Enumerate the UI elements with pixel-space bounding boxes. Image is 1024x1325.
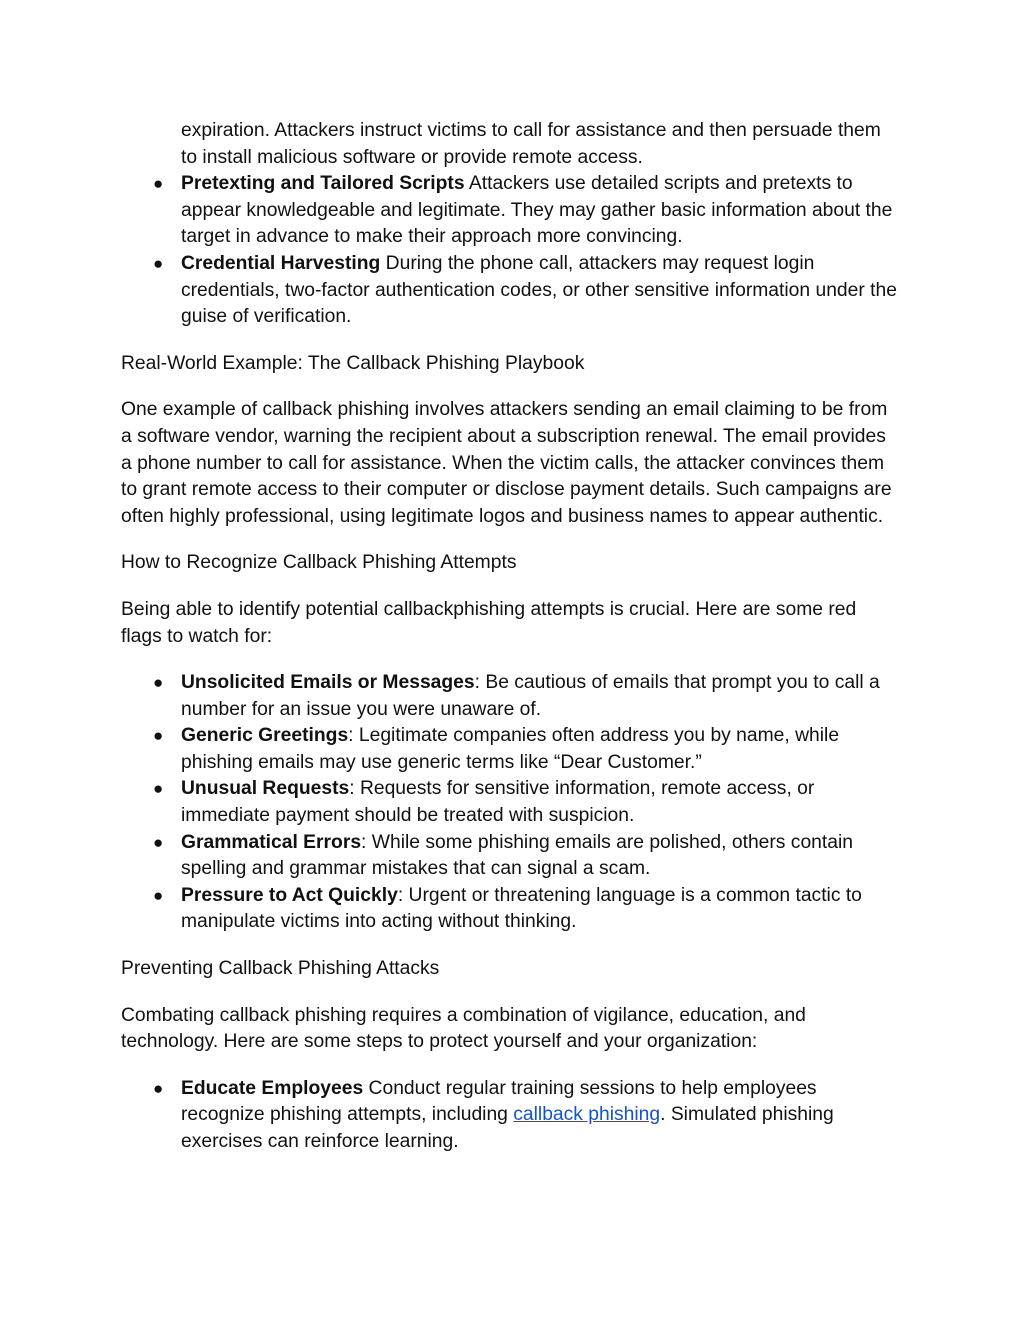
red-flags-list xyxy=(121,670,901,936)
bullet-icon: ● xyxy=(153,253,164,273)
bullet-icon: ● xyxy=(153,779,164,799)
bullet-icon: ● xyxy=(153,885,164,905)
list-item xyxy=(121,171,901,251)
list-item: ● Grammatical Errors: While some phishing emails are polished, others contain spelling and grammar mistakes that can signal a scam. xyxy=(153,831,853,880)
list-item: ● Pressure to Act Quickly: Urgent or threatening language is a common tactic to manipulate victims into acting without thinking. xyxy=(153,884,862,933)
section-heading-example: Real-World Example: The Callback Phishing Playbook xyxy=(121,352,585,374)
section-heading-recognize: How to Recognize Callback Phishing Attempts xyxy=(121,552,517,574)
list-item: ● Unusual Requests: Requests for sensitive information, remote access, or immediate payment should be treated with suspicion. xyxy=(153,778,815,827)
list-item-text: Conduct regular training sessions to help employees recognize phishing attempts, including xyxy=(181,1077,817,1126)
list-item-text: Attackers use detailed scripts and pretexts to appear knowledgeable and legitimate. They may gather basic information about the target in advance to make their approach more convincing. xyxy=(181,173,893,248)
bullet-icon: ● xyxy=(153,673,164,693)
bullet-icon: ● xyxy=(153,1078,164,1098)
section-heading-prevent: Preventing Callback Phishing Attacks xyxy=(121,958,440,980)
list-item-term: Educate Employees xyxy=(181,1077,364,1099)
list-item-term: Unusual Requests xyxy=(181,778,350,800)
bullet-icon: ● xyxy=(153,726,164,746)
list-item-term: Pretexting and Tailored Scripts xyxy=(181,173,465,195)
list-item-text: Legitimate companies often address you by name, while phishing emails may use generic terms like “Dear Customer.” xyxy=(181,725,840,773)
list-item-text: Requests for sensitive information, remote access, or immediate payment should be treated with suspicion. xyxy=(181,778,815,827)
list-item-text: While some phishing emails are polished, others contain spelling and grammar mistakes that can signal a scam. xyxy=(181,831,853,880)
list-item: ● Unsolicited Emails or Messages: Be cautious of emails that prompt you to call a number for an issue you were unaware of. xyxy=(153,672,880,720)
list-item-text: Be cautious of emails that prompt you to call a number for an issue you were unaware of. xyxy=(181,672,880,720)
callback-phishing-link[interactable]: callback phishing xyxy=(513,1104,661,1126)
bullet-icon: ● xyxy=(153,174,164,194)
list-item-text: During the phone call, attackers may request login credentials, two-factor authentication codes, or other sensitive information under the guise of verification. xyxy=(181,252,897,328)
bullet-icon: ● xyxy=(153,832,164,852)
prevent-steps-list xyxy=(121,1076,901,1156)
list-item-text: . Simulated phishing exercises can reinforce learning. xyxy=(181,1104,834,1152)
list-item xyxy=(121,251,901,331)
recognize-intro: Being able to identify potential callbackphishing attempts is crucial. Here are some red flags to watch for: xyxy=(121,598,857,647)
list-item-term: Generic Greetings xyxy=(181,725,349,747)
list-item-term: Pressure to Act Quickly xyxy=(181,884,398,906)
list-item xyxy=(121,1076,901,1156)
list-item-term: Credential Harvesting xyxy=(181,252,381,274)
tactics-list xyxy=(121,171,901,331)
prevent-intro: Combating callback phishing requires a combination of vigilance, education, and technology. Here are some steps to protect yourself and your organization: xyxy=(121,1004,806,1053)
list-item-term: Grammatical Errors xyxy=(181,831,362,853)
list-item-text: Urgent or threatening language is a common tactic to manipulate victims into acting without thinking. xyxy=(181,884,862,933)
list-item-term: Unsolicited Emails or Messages xyxy=(181,672,475,694)
document-body xyxy=(121,118,901,1156)
continued-list-text: expiration. Attackers instruct victims to call for assistance and then persuade them to install malicious software or provide remote access. xyxy=(181,120,881,168)
example-paragraph: One example of callback phishing involves attackers sending an email claiming to be from a software vendor, warning the recipient about a subscription renewal. The email provides a phone number to call for assistance. When the victim calls, the attacker convinces them to grant remote access to their computer or disclose payment details. Such campaigns are often highly professional, using legitimate logos and business names to appear authentic. xyxy=(121,399,892,527)
list-item: ● Generic Greetings: Legitimate companies often address you by name, while phishing emails may use generic terms like “Dear Customer.” xyxy=(153,725,840,773)
